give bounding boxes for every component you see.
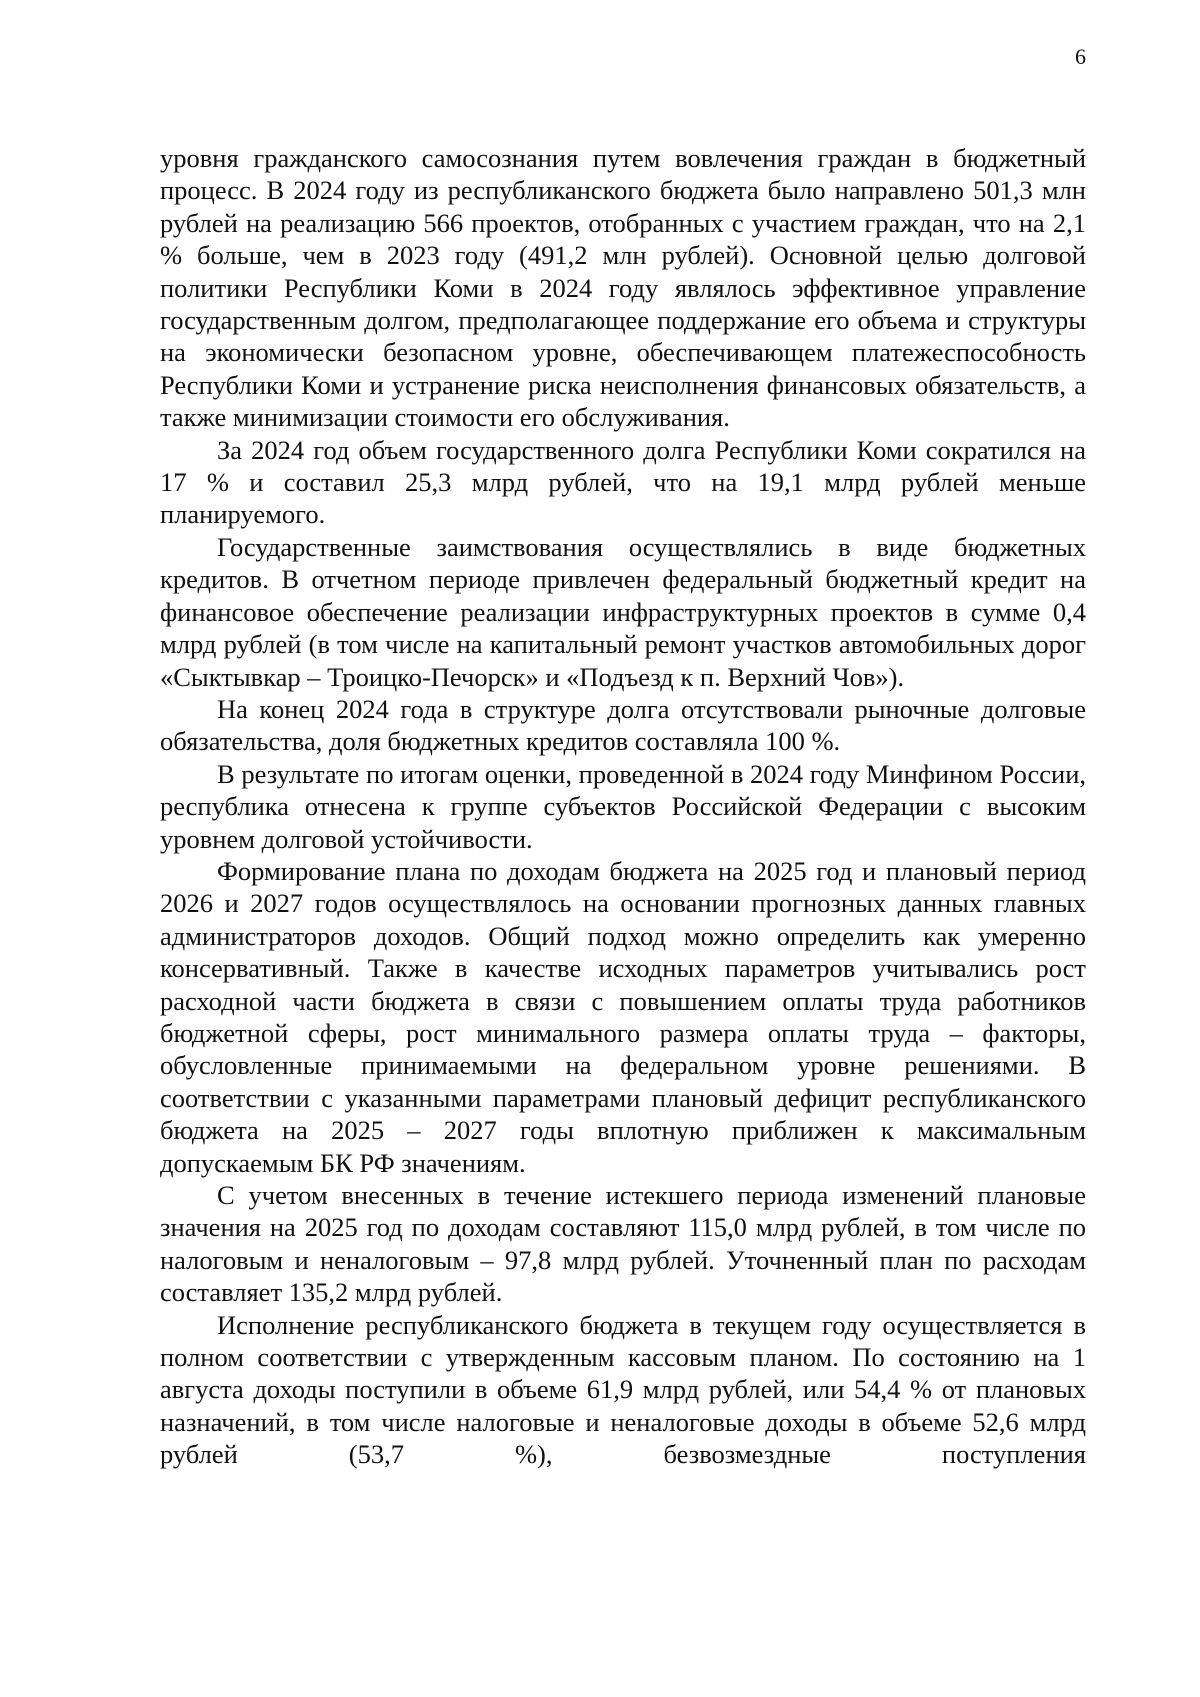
- document-body: [160, 142, 1086, 1471]
- paragraph-debt-sustainability: В результате по итогам оценки, проведенной в 2024 году Минфином России, республика отнесена к группе субъектов Российской Федерации с высоким уровнем долговой устойчивости.: [160, 758, 1086, 854]
- paragraph-debt-structure: На конец 2024 года в структуре долга отсутствовали рыночные долговые обязательства, доля бюджетных кредитов составляла 100 %.: [160, 693, 1086, 757]
- paragraph-debt-reduction: За 2024 год объем государственного долга Республики Коми сократился на 17 % и составил 25,3 млрд рублей, что на 19,1 млрд рублей меньше планируемого.: [160, 434, 1086, 530]
- paragraph-continuation: уровня гражданского самосознания путем вовлечения граждан в бюджетный процесс. В 2024 году из республиканского бюджета было направлено 501,3 млн рублей на реализацию 566 проектов, отобранных с участием граждан, что на 2,1 % больше, чем в 2023 году (491,2 млн рублей). Основной целью долговой политики Республики Коми в 2024 году являлось эффективное управление государственным долгом, предполагающее поддержание его объема и структуры на экономически безопасном уровне, обеспечивающем платежеспособность Республики Коми и устранение риска неисполнения финансовых обязательств, а также минимизации стоимости его обслуживания.: [160, 143, 1086, 433]
- paragraph-revenue-plan: Формирование плана по доходам бюджета на 2025 год и плановый период 2026 и 2027 годов осуществлялось на основании прогнозных данных главных администраторов доходов. Общий подход можно определить как умеренно консервативный. Также в качестве исходных параметров учитывались рост расходной части бюджета в связи с повышением оплаты труда работников бюджетной сферы, рост минимального размера оплаты труда – факторы, обусловленные принимаемыми на федеральном уровне решениями. В соответствии с указанными параметрами плановый дефицит республиканского бюджета на 2025 – 2027 годы вплотную приближен к максимальным допускаемым БК РФ значениям.: [160, 855, 1086, 1178]
- paragraph-budget-execution: Исполнение республиканского бюджета в текущем году осуществляется в полном соответствии с утвержденным кассовым планом. По состоянию на 1 августа доходы поступили в объеме 61,9 млрд рублей, или 54,4 % от плановых назначений, в том числе налоговые и неналоговые доходы в объеме 52,6 млрд рублей (53,7 %), безвозмездные поступления: [160, 1309, 1086, 1470]
- page-number: 6: [1075, 44, 1086, 69]
- paragraph-plan-values: С учетом внесенных в течение истекшего периода изменений плановые значения на 2025 год по доходам составляют 115,0 млрд рублей, в том числе по налоговым и неналоговым – 97,8 млрд рублей. Уточненный план по расходам составляет 135,2 млрд рублей.: [160, 1180, 1086, 1308]
- paragraph-borrowings: Государственные заимствования осуществлялись в виде бюджетных кредитов. В отчетном периоде привлечен федеральный бюджетный кредит на финансовое обеспечение реализации инфраструктурных проектов в сумме 0,4 млрд рублей (в том числе на капитальный ремонт участков автомобильных дорог «Сыктывкар – Троицко-Печорск» и «Подъезд к п. Верхний Чов»).: [160, 531, 1086, 692]
